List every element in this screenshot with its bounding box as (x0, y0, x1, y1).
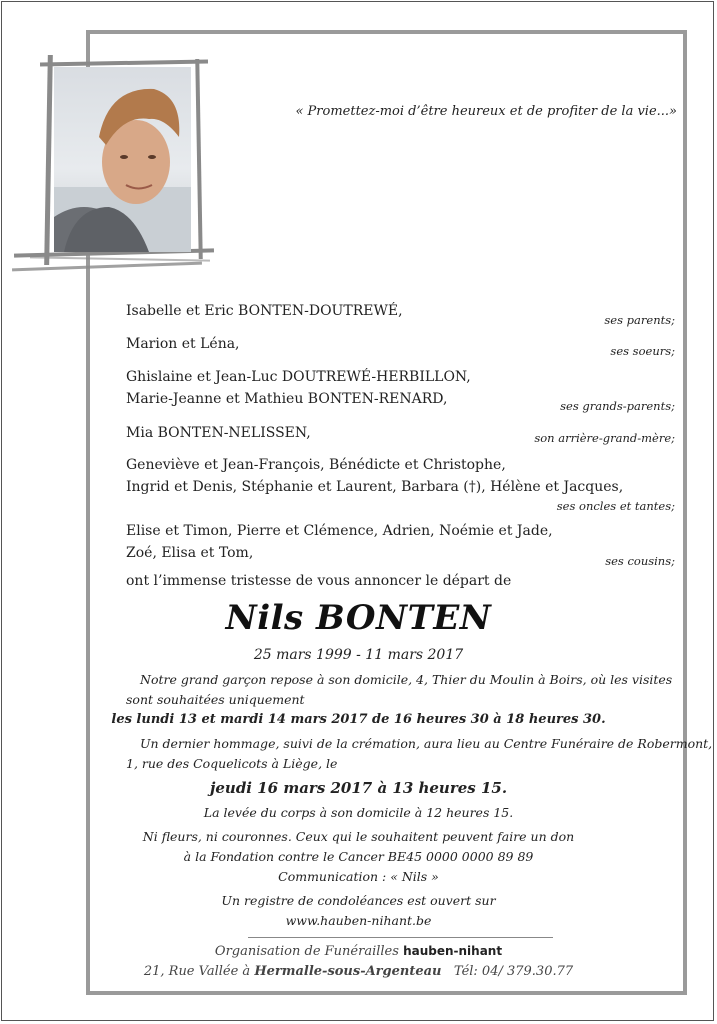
family-relation: ses soeurs; (610, 344, 675, 358)
visitation-text: Notre grand garçon repose à son domicile, 4, Thier du Moulin à Boirs, où les visites (140, 672, 673, 687)
phone-number: Tél: 04/ 379.30.77 (453, 964, 574, 979)
family-line: Isabelle et Eric BONTEN-DOUTREWÉ, (126, 303, 403, 319)
organizer-address (0, 964, 717, 979)
family-line: Geneviève et Jean-François, Bénédicte et Christophe, (126, 457, 506, 473)
family-relation: son arrière-grand-mère; (534, 431, 675, 445)
flowers-text: à la Fondation contre le Cancer BE45 0000 0000 89 89 (183, 849, 534, 864)
ceremony-text: Un dernier hommage, suivi de la crémation, aura lieu au Centre Funéraire de Robermont, (140, 736, 713, 751)
family-relation: ses oncles et tantes; (556, 499, 675, 513)
registry-text: Un registre de condoléances est ouvert sur (221, 893, 496, 908)
ceremony-date: jeudi 16 mars 2017 à 13 heures 15. (209, 779, 508, 797)
announcement: ont l’immense tristesse de vous annoncer le départ de (126, 573, 512, 589)
ceremony-text: 1, rue des Coquelicots à Liège, le (126, 756, 338, 771)
address-town: Hermalle-sous-Argenteau (254, 964, 442, 979)
portrait-frame (40, 55, 212, 280)
levee-text: La levée du corps à son domicile à 12 heures 15. (203, 805, 514, 820)
communication-text: Communication : « Nils » (278, 869, 439, 884)
divider (248, 937, 553, 938)
visitation-times: les lundi 13 et mardi 14 mars 2017 de 16 heures 30 à 18 heures 30. (111, 712, 606, 727)
quote: « Promettez-moi d’être heureux et de profiter de la vie...» (295, 104, 677, 119)
registry-url[interactable]: www.hauben-nihant.be (285, 913, 432, 928)
family-relation: ses parents; (604, 313, 675, 327)
family-line: Ingrid et Denis, Stéphanie et Laurent, Barbara (†), Hélène et Jacques, (126, 479, 624, 495)
deceased-name: Nils BONTEN (225, 598, 492, 638)
organizer-brand: hauben-nihant (403, 944, 503, 958)
portrait-illustration (54, 67, 191, 252)
family-line: Marie-Jeanne et Mathieu BONTEN-RENARD, (126, 391, 448, 407)
family-relation: ses cousins; (605, 554, 675, 568)
flowers-text: Ni fleurs, ni couronnes. Ceux qui le souhaitent peuvent faire un don (142, 829, 575, 844)
family-line: Mia BONTEN-NELISSEN, (126, 425, 311, 441)
family-line: Elise et Timon, Pierre et Clémence, Adrien, Noémie et Jade, (126, 523, 553, 539)
life-dates: 25 mars 1999 - 11 mars 2017 (253, 647, 464, 663)
portrait-photo (54, 67, 191, 252)
family-relation: ses grands-parents; (560, 399, 675, 413)
family-line: Zoé, Elisa et Tom, (126, 545, 254, 561)
visitation-text: sont souhaitées uniquement (126, 692, 305, 707)
family-line: Marion et Léna, (126, 336, 240, 352)
funeral-organizer (0, 944, 717, 959)
organizer-prefix: Organisation de Funérailles (214, 944, 399, 959)
family-line: Ghislaine et Jean-Luc DOUTREWÉ-HERBILLON, (126, 369, 471, 385)
address-prefix: 21, Rue Vallée à (143, 964, 251, 979)
